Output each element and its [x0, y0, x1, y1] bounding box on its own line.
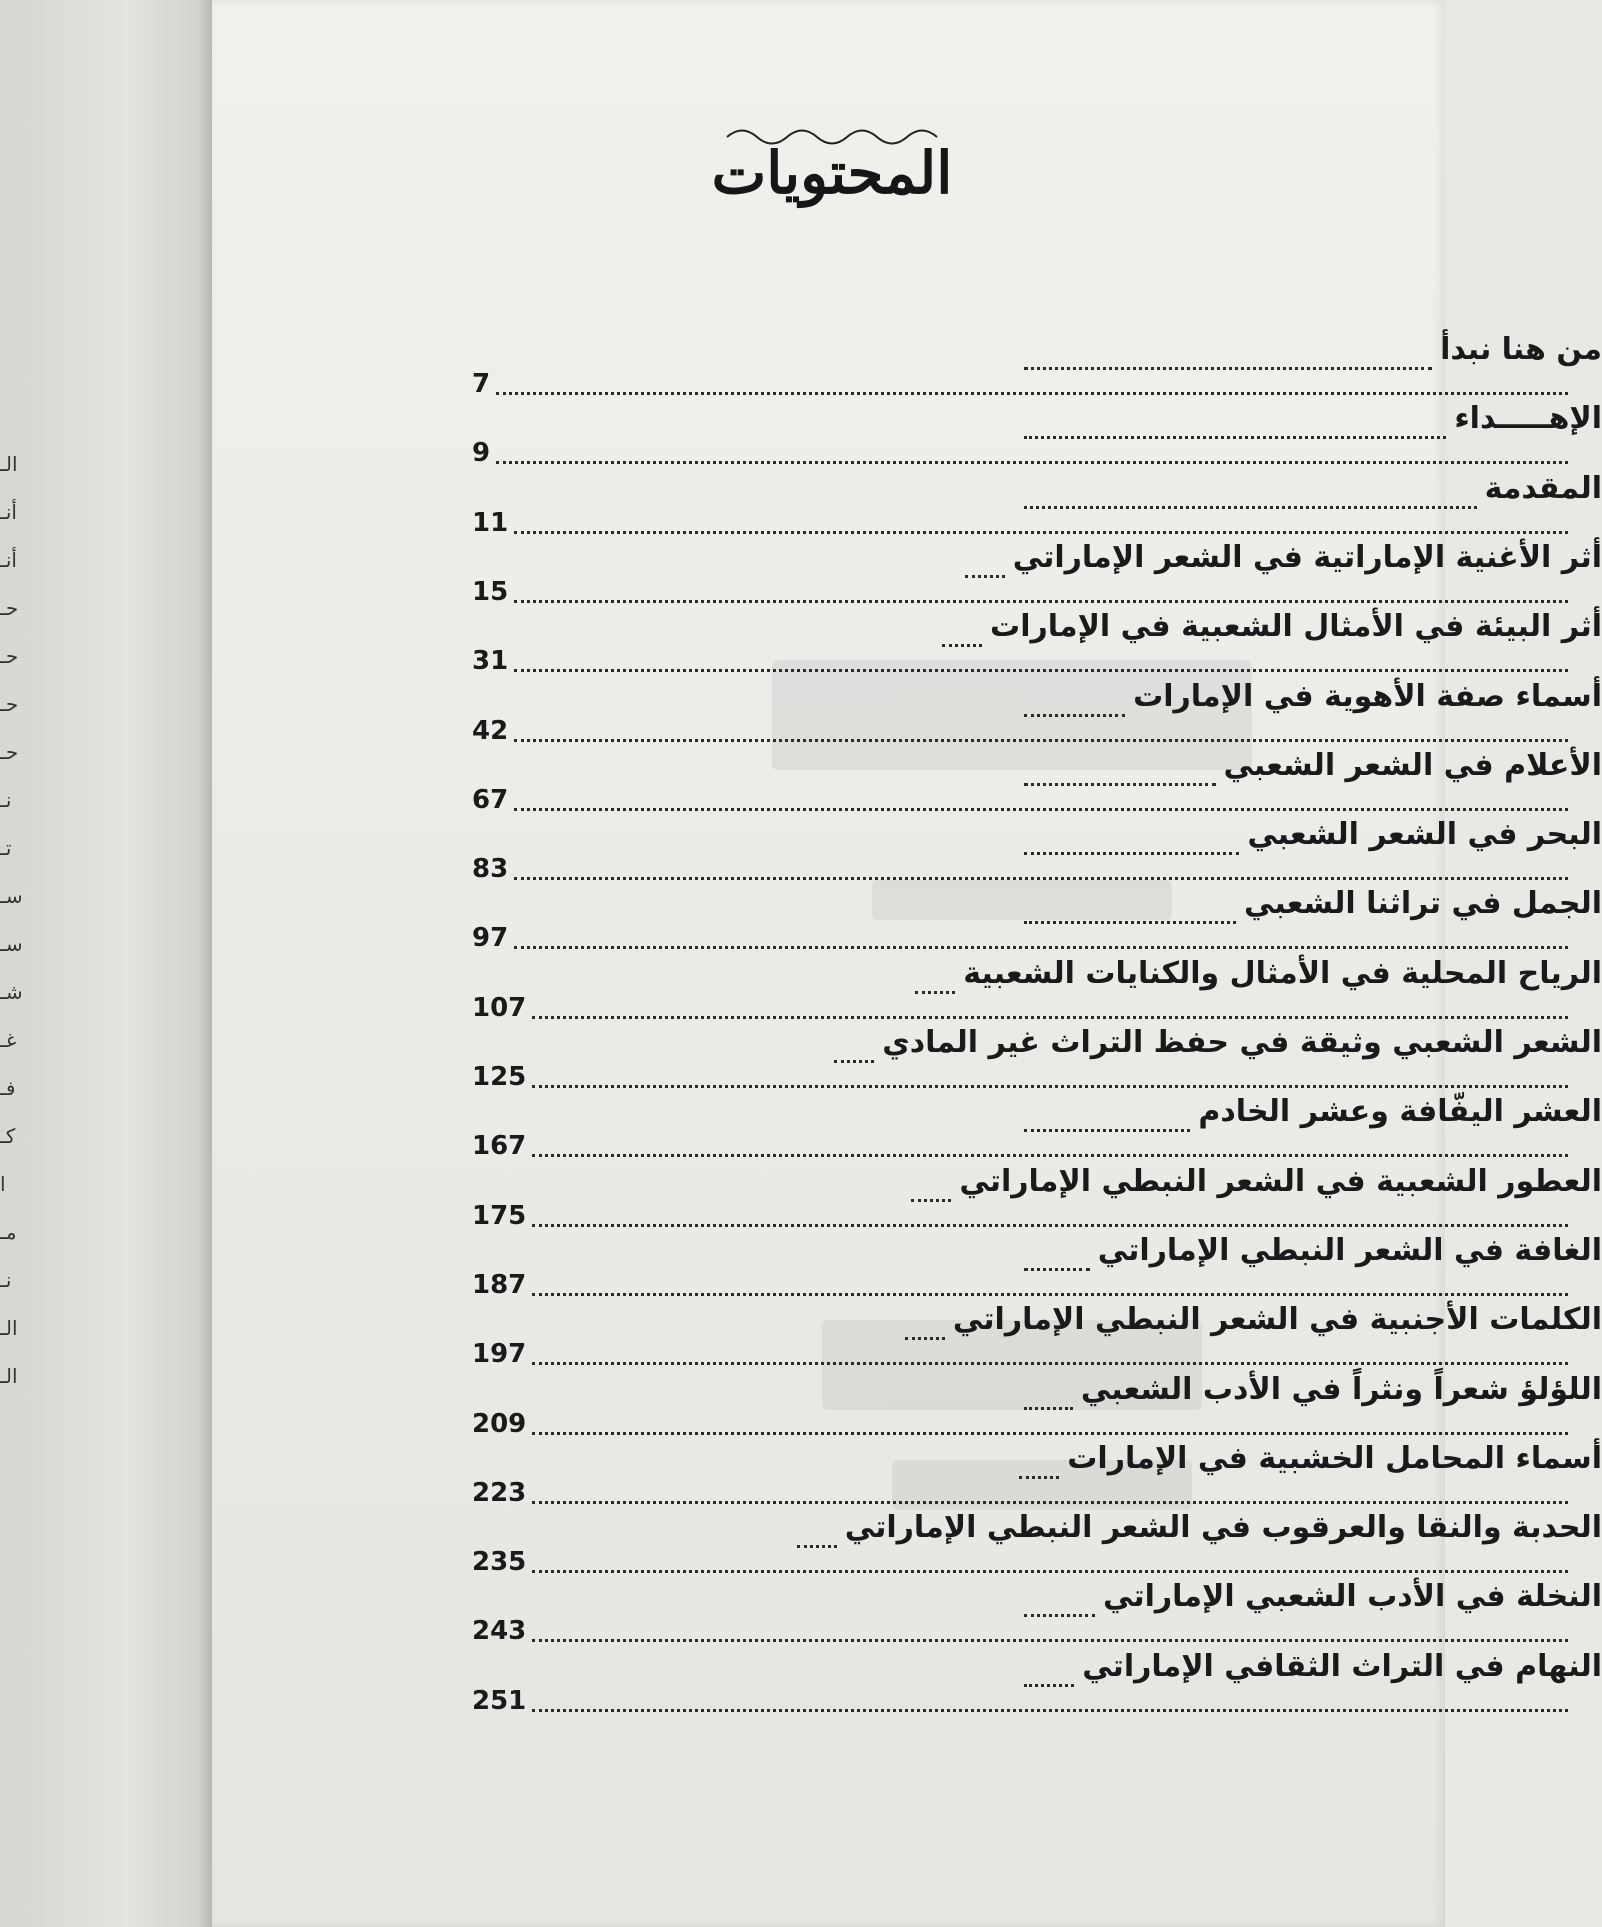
toc-page-number: 235 — [472, 1547, 527, 1578]
toc-page-number: 107 — [472, 992, 527, 1023]
toc-entry-title: الغافة في الشعر النبطي الإماراتي — [1097, 1232, 1602, 1268]
title-leader-dots — [834, 1034, 874, 1063]
toc-entry-title: النهام في التراث الثقافي الإماراتي — [1082, 1648, 1602, 1684]
page-leader-dots — [532, 1061, 1568, 1088]
toc-entry — [472, 746, 1602, 816]
toc-entry-title: الحدبة والنقا والعرقوب في الشعر النبطي الإماراتي — [844, 1510, 1602, 1546]
toc-page-number: 31 — [472, 646, 509, 677]
title-leader-dots — [965, 549, 1005, 578]
title-leader-dots — [1024, 757, 1216, 786]
toc-page-line — [472, 368, 1602, 402]
toc-page-line — [472, 992, 1602, 1026]
toc-page-line — [472, 853, 1602, 887]
toc-page-number: 42 — [472, 715, 509, 746]
title-leader-dots — [1024, 341, 1432, 370]
toc-entry — [472, 538, 1602, 608]
toc-title-line — [965, 538, 1602, 578]
toc-page-number: 83 — [472, 854, 509, 885]
facing-page-line-fragment: سـ — [0, 932, 23, 956]
toc-entry — [472, 815, 1602, 885]
toc-entry — [472, 884, 1602, 954]
toc-title-line — [1024, 1647, 1602, 1687]
toc-page-number: 15 — [472, 576, 509, 607]
facing-page-line-fragment: حـ — [0, 740, 19, 764]
toc-entry-title: الكلمات الأجنبية في الشعر النبطي الإماراتي — [952, 1302, 1602, 1338]
page-leader-dots — [514, 715, 1568, 742]
facing-page-line-fragment: حـ — [0, 692, 19, 716]
toc-page-line — [472, 437, 1602, 471]
toc-entry — [472, 1092, 1602, 1162]
page-leader-dots — [532, 1615, 1568, 1642]
toc-entry-title: أسماء صفة الأهوية في الإمارات — [1133, 678, 1602, 714]
facing-page-line-fragment: كـ — [0, 1124, 16, 1148]
toc-title-line — [1024, 746, 1602, 786]
contents-page — [212, 0, 1602, 1927]
toc-title-line — [1024, 1577, 1602, 1617]
page-leader-dots — [532, 1685, 1568, 1712]
title-leader-dots — [1024, 480, 1477, 509]
toc-title-line — [1024, 469, 1602, 509]
title-leader-dots — [1019, 1450, 1059, 1479]
page-leader-dots — [496, 437, 1568, 464]
toc-title-line — [1024, 815, 1602, 855]
title-leader-dots — [1024, 1381, 1073, 1410]
toc-entry-title: المقدمة — [1484, 470, 1602, 506]
toc-entry — [472, 1023, 1602, 1093]
page-leader-dots — [514, 784, 1568, 811]
toc-entry — [472, 1300, 1602, 1370]
toc-entry-title: أثر الأغنية الإماراتية في الشعر الإماراتي — [1012, 539, 1602, 575]
toc-entry-title: الإهـــــداء — [1454, 401, 1602, 437]
title-leader-dots — [1024, 1103, 1190, 1132]
toc-page-number: 11 — [472, 507, 509, 538]
toc-entry — [472, 1508, 1602, 1578]
toc-page-line — [472, 576, 1602, 610]
toc-page-number: 167 — [472, 1131, 527, 1162]
title-leader-dots — [911, 1173, 951, 1202]
title-leader-dots — [1024, 1588, 1095, 1617]
toc-page-number: 67 — [472, 784, 509, 815]
toc-page-line — [472, 784, 1602, 818]
toc-title-line — [911, 1162, 1602, 1202]
toc-entry — [472, 1439, 1602, 1509]
toc-page-number: 223 — [472, 1477, 527, 1508]
page-leader-dots — [514, 576, 1568, 603]
facing-page-line-fragment: حـ — [0, 644, 19, 668]
facing-page-line-fragment: نـ — [0, 1268, 12, 1292]
page-title: المحتويات — [711, 139, 953, 207]
toc-title-line — [1024, 1231, 1602, 1271]
facing-page-edge-text — [0, 440, 24, 1400]
toc-entry-title: النخلة في الأدب الشعبي الإماراتي — [1102, 1579, 1602, 1615]
toc-entry — [472, 1577, 1602, 1647]
toc-page-number: 187 — [472, 1269, 527, 1300]
page-leader-dots — [532, 1200, 1568, 1227]
toc-entry-title: البحر في الشعر الشعبي — [1247, 817, 1602, 853]
toc-title-line — [1019, 1439, 1602, 1479]
toc-title-line — [1024, 1370, 1602, 1410]
facing-page-line-fragment: ا — [0, 1172, 6, 1196]
facing-page-line-fragment: الـ — [0, 1316, 18, 1340]
page-leader-dots — [532, 1338, 1568, 1365]
page-leader-dots — [532, 1130, 1568, 1157]
title-leader-dots — [797, 1519, 837, 1548]
page-leader-dots — [532, 1269, 1568, 1296]
title-leader-dots — [1024, 1242, 1090, 1271]
toc-title-line — [1024, 1092, 1602, 1132]
title-leader-dots — [915, 965, 955, 994]
page-leader-dots — [532, 992, 1568, 1019]
toc-page-line — [472, 1200, 1602, 1234]
page-leader-dots — [514, 645, 1568, 672]
toc-entry — [472, 1231, 1602, 1301]
toc-page-number: 97 — [472, 923, 509, 954]
toc-title-line — [834, 1023, 1602, 1063]
toc-title-line — [1024, 677, 1602, 717]
toc-page-number: 243 — [472, 1616, 527, 1647]
toc-entry — [472, 607, 1602, 677]
page-leader-dots — [532, 1477, 1568, 1504]
toc-title-line — [797, 1508, 1602, 1548]
toc-entry — [472, 1162, 1602, 1232]
facing-page-line-fragment: الـ — [0, 452, 18, 476]
title-leader-dots — [905, 1311, 945, 1340]
facing-page-line-fragment: أنـ — [0, 500, 17, 524]
toc-page-line — [472, 1130, 1602, 1164]
toc-title-line — [1024, 399, 1602, 439]
title-leader-dots — [1024, 410, 1446, 439]
toc-entry — [472, 1647, 1602, 1717]
toc-entry-title: أثر البيئة في الأمثال الشعبية في الإمارات — [990, 609, 1602, 645]
toc-entry — [472, 1370, 1602, 1440]
toc-page-line — [472, 1269, 1602, 1303]
facing-page-line-fragment: حـ — [0, 596, 19, 620]
toc-entry-title: الشعر الشعبي وثيقة في حفظ التراث غير المادي — [882, 1025, 1602, 1060]
facing-page-line-fragment: أنـ — [0, 548, 17, 572]
facing-page-line-fragment: تـ — [0, 836, 12, 860]
toc-page-line — [472, 1061, 1602, 1095]
toc-title-line — [1024, 330, 1602, 370]
title-leader-dots — [1024, 895, 1236, 924]
page-leader-dots — [532, 1408, 1568, 1435]
title-leader-dots — [1024, 826, 1239, 855]
facing-page-line-fragment: سـ — [0, 884, 23, 908]
toc-page-number: 9 — [472, 438, 491, 469]
toc-entry-title: اللؤلؤ شعراً ونثراً في الأدب الشعبي — [1080, 1371, 1602, 1407]
toc-page-number: 125 — [472, 1062, 527, 1092]
toc-entry — [472, 330, 1602, 400]
toc-page-number: 209 — [472, 1408, 527, 1439]
page-leader-dots — [514, 507, 1568, 534]
contents-heading — [682, 110, 982, 220]
toc-page-line — [472, 1615, 1602, 1649]
toc-title-line — [915, 954, 1602, 994]
toc-page-line — [472, 1477, 1602, 1511]
facing-page-line-fragment: فـ — [0, 1076, 16, 1100]
page-leader-dots — [496, 368, 1568, 395]
toc-title-line — [942, 607, 1602, 647]
toc-page-line — [472, 507, 1602, 541]
toc-entry-title: من هنا نبدأ — [1440, 332, 1602, 367]
title-leader-dots — [1024, 1658, 1074, 1687]
title-leader-dots — [1024, 688, 1125, 717]
toc-page-line — [472, 1685, 1602, 1719]
toc-entry — [472, 954, 1602, 1024]
toc-page-number: 197 — [472, 1339, 527, 1370]
page-leader-dots — [532, 1546, 1568, 1573]
toc-entry — [472, 399, 1602, 469]
facing-page-line-fragment: غـ — [0, 1028, 17, 1052]
toc-entry — [472, 469, 1602, 539]
facing-page-line-fragment: مـ — [0, 1220, 17, 1244]
toc-page-line — [472, 645, 1602, 679]
facing-page — [0, 0, 212, 1927]
facing-page-line-fragment: الـ — [0, 1364, 18, 1388]
toc-page-line — [472, 1546, 1602, 1580]
toc-page-number: 7 — [472, 369, 491, 399]
page-leader-dots — [514, 853, 1568, 880]
page-leader-dots — [514, 922, 1568, 949]
toc-page-number: 251 — [472, 1685, 527, 1716]
toc-page-number: 175 — [472, 1200, 527, 1231]
title-leader-dots — [942, 618, 982, 647]
toc-entry-title: الجمل في تراثنا الشعبي — [1244, 886, 1602, 922]
toc-entry-title: الرياح المحلية في الأمثال والكنايات الشعبية — [963, 955, 1602, 991]
toc-title-line — [905, 1300, 1602, 1340]
toc-title-line — [1024, 884, 1602, 924]
toc-page-line — [472, 1408, 1602, 1442]
facing-page-line-fragment: نـ — [0, 788, 12, 812]
toc-entry — [472, 677, 1602, 747]
toc-entry-title: الأعلام في الشعر الشعبي — [1223, 747, 1602, 783]
table-of-contents — [472, 330, 1602, 1830]
toc-page-line — [472, 715, 1602, 749]
toc-page-line — [472, 922, 1602, 956]
toc-entry-title: العطور الشعبية في الشعر النبطي الإماراتي — [959, 1163, 1602, 1199]
toc-page-line — [472, 1338, 1602, 1372]
facing-page-line-fragment: شـ — [0, 980, 23, 1004]
toc-entry-title: أسماء المحامل الخشبية في الإمارات — [1067, 1440, 1602, 1476]
toc-entry-title: العشر اليفّافة وعشر الخادم — [1198, 1094, 1602, 1130]
page-gutter-shadow — [198, 0, 212, 1927]
